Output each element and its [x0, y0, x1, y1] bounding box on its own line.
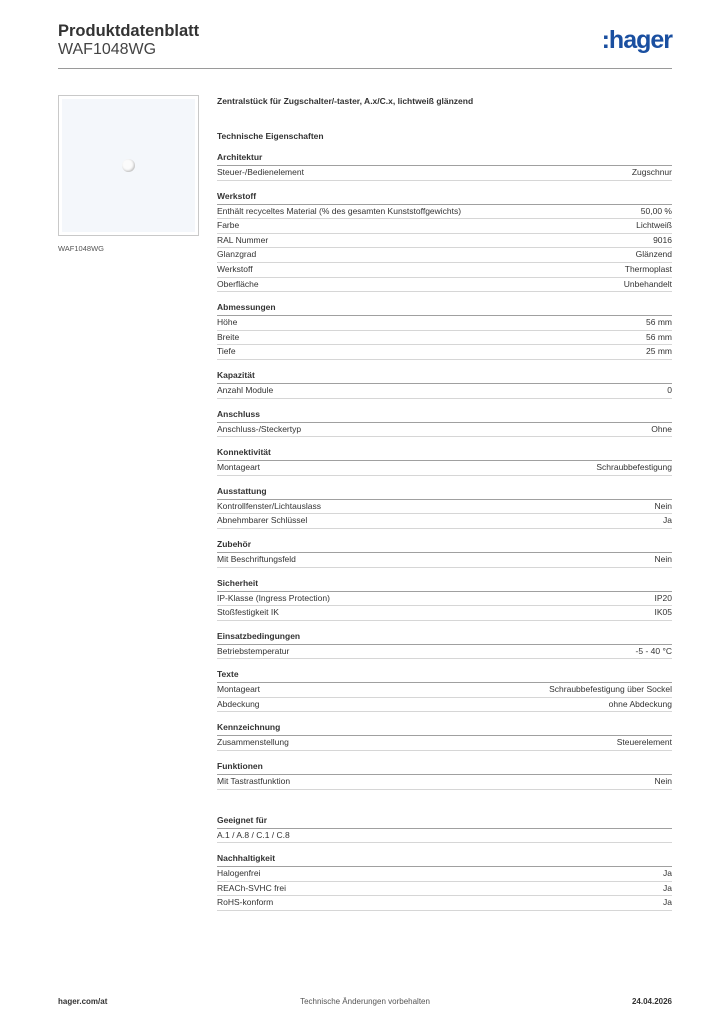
spec-group-title: Architektur — [217, 152, 672, 166]
spec-label: REACh-SVHC frei — [217, 882, 286, 893]
spec-value: Lichtweiß — [636, 220, 672, 231]
spec-group — [217, 302, 672, 360]
spec-row — [217, 316, 672, 331]
spec-label: Anschluss-/Steckertyp — [217, 423, 302, 434]
product-image — [58, 95, 199, 236]
spec-label: Montageart — [217, 462, 260, 473]
spec-label: Anzahl Module — [217, 384, 274, 395]
spec-row — [217, 606, 672, 621]
spec-value: Ja — [663, 515, 672, 526]
spec-label: Betriebstemperatur — [217, 645, 290, 656]
spec-group — [217, 761, 672, 790]
spec-value: 50,00 % — [640, 205, 672, 216]
page-header — [58, 20, 672, 70]
spec-value: Steuerelement — [616, 737, 672, 748]
spec-label: Mit Tastrastfunktion — [217, 776, 291, 787]
spec-row — [217, 205, 672, 220]
spec-group — [217, 722, 672, 751]
section-heading: Technische Eigenschaften — [217, 131, 324, 141]
spec-label: Montageart — [217, 684, 260, 695]
spec-group-title: Einsatzbedingungen — [217, 631, 672, 645]
spec-group — [217, 191, 672, 293]
spec-row — [217, 166, 672, 181]
spec-row — [217, 500, 672, 515]
spec-group-title: Zubehör — [217, 539, 672, 553]
spec-label: Abdeckung — [217, 698, 260, 709]
spec-value: Ja — [663, 868, 672, 879]
spec-group — [217, 669, 672, 712]
spec-label: Halogenfrei — [217, 868, 261, 879]
spec-row — [217, 219, 672, 234]
spec-value: -5 - 40 °C — [635, 645, 672, 656]
spec-row — [217, 423, 672, 438]
spec-group-title: Funktionen — [217, 761, 672, 775]
spec-group-title: Geeignet für — [217, 815, 672, 829]
spec-row — [217, 867, 672, 882]
spec-label: Kontrollfenster/Lichtauslass — [217, 500, 321, 511]
spec-row — [217, 882, 672, 897]
spec-group-title: Werkstoff — [217, 191, 672, 205]
spec-value: 25 mm — [646, 346, 672, 357]
spec-value: 56 mm — [646, 331, 672, 342]
header-divider — [58, 68, 672, 69]
spec-value: Thermoplast — [624, 263, 672, 274]
spec-row — [217, 896, 672, 911]
spec-row — [217, 514, 672, 529]
spec-label: Oberfläche — [217, 278, 259, 289]
footer-website[interactable]: hager.com/at — [58, 997, 108, 1006]
document-type: Produktdatenblatt — [58, 22, 200, 40]
spec-label: Zusammenstellung — [217, 737, 289, 748]
spec-value: Nein — [654, 500, 672, 511]
footer-date: 24.04.2026 — [631, 997, 672, 1006]
hager-logo: :hager — [601, 26, 672, 54]
spec-content — [217, 95, 672, 911]
spec-group-title: Abmessungen — [217, 302, 672, 316]
pull-cord-hole — [122, 159, 135, 172]
spec-row — [217, 278, 672, 293]
spec-value: Glänzend — [635, 249, 672, 260]
image-caption: WAF1048WG — [58, 244, 104, 253]
spec-value: 9016 — [653, 234, 672, 245]
spec-group — [217, 578, 672, 621]
footer-disclaimer: Technische Änderungen vorbehalten — [300, 997, 430, 1006]
spec-label: Tiefe — [217, 346, 236, 357]
spec-value: Ja — [663, 882, 672, 893]
spec-value: Ohne — [651, 423, 672, 434]
spec-row — [217, 736, 672, 751]
product-title: Zentralstück für Zugschalter/-taster, A.x/C.x, lichtweiß glänzend — [217, 96, 474, 106]
spec-group-title: Nachhaltigkeit — [217, 853, 672, 867]
spec-group — [217, 370, 672, 399]
spec-group-title: Kennzeichnung — [217, 722, 672, 736]
spec-label: IP-Klasse (Ingress Protection) — [217, 592, 330, 603]
spec-value: Unbehandelt — [623, 278, 672, 289]
spec-value: IK05 — [654, 607, 672, 618]
spec-label: RoHS-konform — [217, 897, 274, 908]
spec-value: Schraubbefestigung über Sockel — [549, 684, 672, 695]
spec-row — [217, 345, 672, 360]
spec-row — [217, 331, 672, 346]
spec-row — [217, 461, 672, 476]
spec-value: Nein — [654, 776, 672, 787]
spec-label: Stoßfestigkeit IK — [217, 607, 279, 618]
spec-label: Breite — [217, 331, 240, 342]
spec-group-title: Texte — [217, 669, 672, 683]
spec-label: Werkstoff — [217, 263, 253, 274]
spec-group — [217, 152, 672, 181]
spec-label: Enthält recyceltes Material (% des gesamten Kunststoffgewichts) — [217, 205, 462, 216]
spec-label: Mit Beschriftungsfeld — [217, 553, 296, 564]
spec-value: 56 mm — [646, 317, 672, 328]
spec-label: Höhe — [217, 317, 238, 328]
spec-row — [217, 683, 672, 698]
spec-row — [217, 775, 672, 790]
spec-group-title: Sicherheit — [217, 578, 672, 592]
spec-group — [217, 539, 672, 568]
spec-group — [217, 486, 672, 529]
spec-row — [217, 234, 672, 249]
spec-value: Nein — [654, 553, 672, 564]
spec-group — [217, 853, 672, 911]
spec-value: Zugschnur — [631, 167, 672, 177]
spec-label: Abnehmbarer Schlüssel — [217, 515, 308, 526]
spec-group — [217, 447, 672, 476]
spec-group-title: Konnektivität — [217, 447, 672, 461]
spec-row — [217, 698, 672, 713]
spec-group-title: Anschluss — [217, 409, 672, 423]
spec-value: 0 — [667, 384, 672, 395]
spec-row — [217, 263, 672, 278]
spec-label: Glanzgrad — [217, 249, 257, 260]
spec-row — [217, 592, 672, 607]
spec-row — [217, 553, 672, 568]
spec-group — [217, 631, 672, 660]
spec-value: Schraubbefestigung — [596, 462, 672, 473]
spec-value: IP20 — [654, 592, 672, 603]
spec-label: Farbe — [217, 220, 240, 231]
spec-row — [217, 829, 672, 844]
spec-value: Ja — [663, 897, 672, 908]
spec-row — [217, 384, 672, 399]
spec-label: RAL Nummer — [217, 234, 269, 245]
spec-value: ohne Abdeckung — [608, 698, 672, 709]
spec-group-title: Ausstattung — [217, 486, 672, 500]
spec-group — [217, 815, 672, 844]
spec-row — [217, 248, 672, 263]
spec-group — [217, 409, 672, 438]
spec-label: Steuer-/Bedienelement — [217, 167, 304, 177]
spec-row — [217, 645, 672, 660]
spec-groups — [217, 152, 672, 911]
spec-label: A.1 / A.8 / C.1 / C.8 — [217, 829, 290, 840]
product-id: WAF1048WG — [58, 41, 157, 58]
spec-group-title: Kapazität — [217, 370, 672, 384]
